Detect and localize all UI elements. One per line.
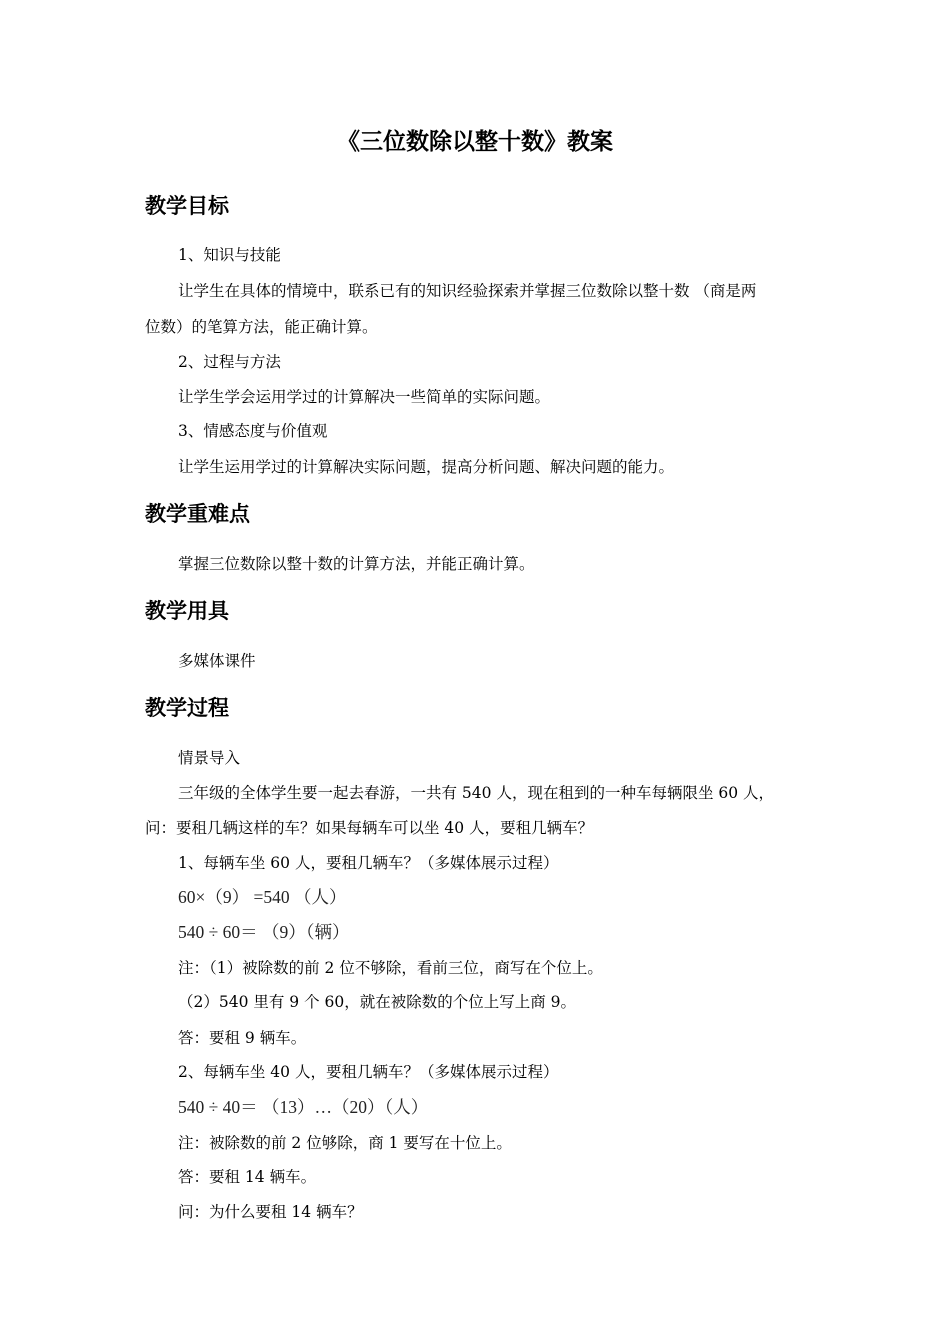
question-1-note-1: 注：（1）被除数的前 2 位不够除，看前三位，商写在个位上。	[178, 959, 603, 977]
objective-3-text: 让学生运用学过的计算解决实际问题，提高分析问题、解决问题的能力。	[178, 458, 675, 476]
objective-3-heading: 3、情感态度与价值观	[178, 422, 328, 440]
objective-2-text: 让学生学会运用学过的计算解决一些简单的实际问题。	[178, 388, 551, 406]
process-intro-label: 情景导入	[178, 749, 241, 767]
question-2-answer: 答：要租 14 辆车。	[178, 1168, 317, 1186]
heading-key-points: 教学重难点	[145, 502, 250, 526]
objective-1-heading: 1、知识与技能	[178, 246, 281, 264]
question-1-answer: 答：要租 9 辆车。	[178, 1029, 307, 1047]
question-1-note-2: （2）540 里有 9 个 60，就在被除数的个位上写上商 9。	[178, 993, 577, 1011]
objective-1-text-line1: 让学生在具体的情境中，联系已有的知识经验探索并掌握三位数除以整十数 （商是两	[178, 282, 757, 300]
process-intro-line2: 问：要租几辆这样的车？如果每辆车可以坐 40 人，要租几辆车？	[145, 819, 594, 837]
question-1-equation-2: 540 ÷ 60＝ （9）（辆）	[178, 922, 350, 942]
question-1: 1、每辆车坐 60 人，要租几辆车？（多媒体展示过程）	[178, 854, 559, 872]
document-title: 《三位数除以整十数》教案	[337, 129, 613, 155]
objective-2-heading: 2、过程与方法	[178, 353, 281, 371]
key-points-text: 掌握三位数除以整十数的计算方法，并能正确计算。	[178, 555, 535, 573]
objective-1-text-line2: 位数）的笔算方法，能正确计算。	[145, 318, 378, 336]
question-2: 2、每辆车坐 40 人，要租几辆车？（多媒体展示过程）	[178, 1063, 559, 1081]
question-2-followup: 问：为什么要租 14 辆车？	[178, 1203, 363, 1221]
question-2-equation: 540 ÷ 40＝ （13）…（20）（人）	[178, 1097, 429, 1117]
tools-text: 多媒体课件	[178, 652, 256, 670]
question-1-equation-1: 60×（9） =540 （人）	[178, 887, 347, 907]
heading-objectives: 教学目标	[145, 194, 229, 218]
question-2-note: 注：被除数的前 2 位够除，商 1 要写在十位上。	[178, 1134, 512, 1152]
process-intro-line1: 三年级的全体学生要一起去春游，一共有 540 人，现在租到的一种车每辆限坐 60 人，	[178, 784, 775, 802]
heading-tools: 教学用具	[145, 599, 229, 623]
heading-process: 教学过程	[145, 696, 229, 720]
